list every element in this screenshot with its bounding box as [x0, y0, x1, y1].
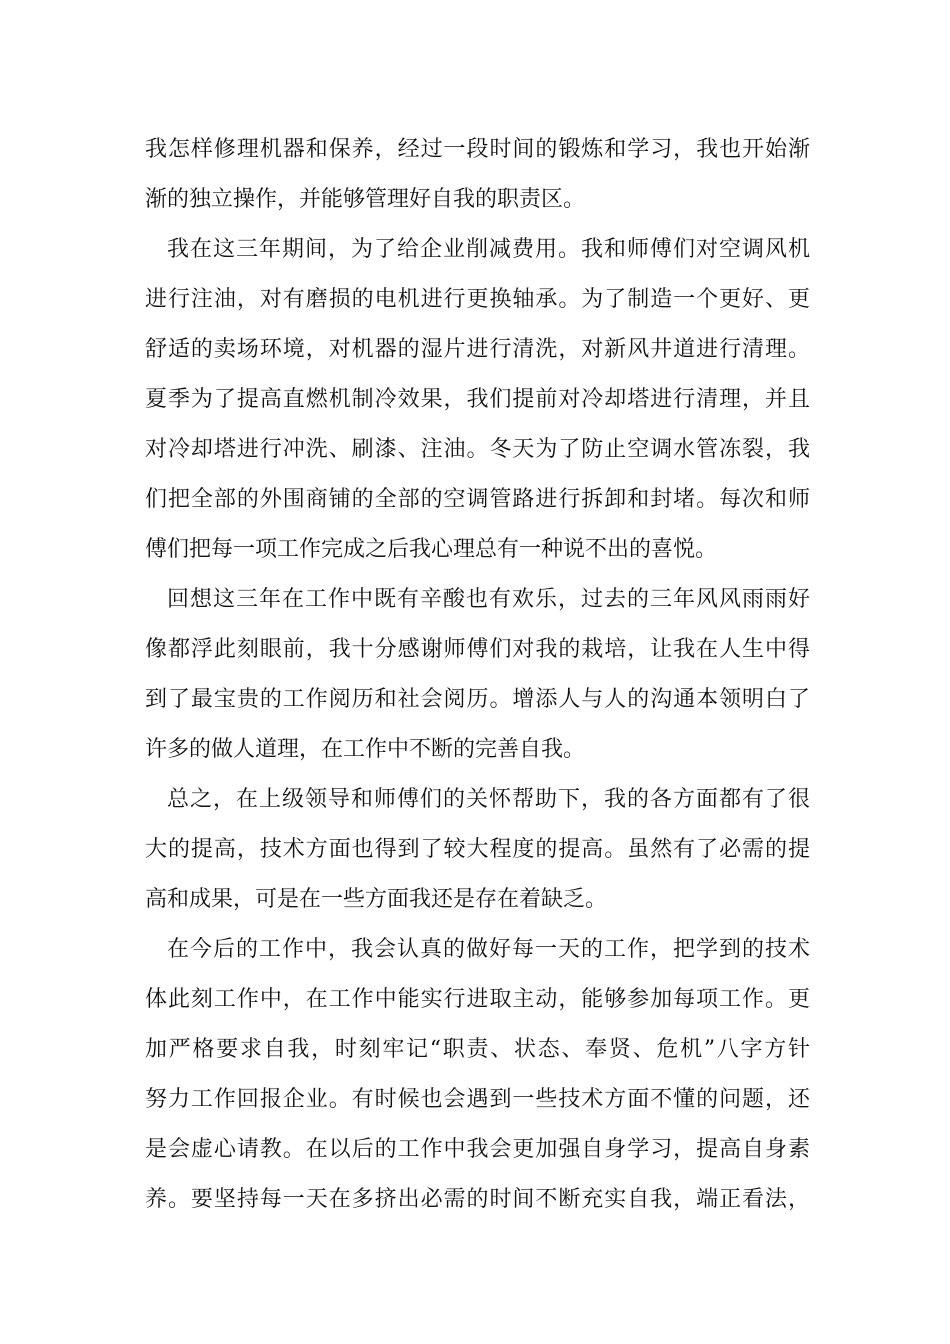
paragraph-line: 夏季为了提高直燃机制冷效果，我们提前对冷却塔进行清理，并且	[145, 387, 810, 412]
paragraph-line: 舒适的卖场环境，对机器的湿片进行清洗，对新风井道进行清理。	[145, 337, 810, 362]
paragraph-line: 加严格要求自我，时刻牢记“职责、状态、奉贤、危机”八字方针	[145, 1037, 810, 1062]
paragraph-line: 总之，在上级领导和师傅们的关怀帮助下，我的各方面都有了很	[167, 787, 810, 812]
paragraph-line: 体此刻工作中，在工作中能实行进取主动，能够参加每项工作。更	[145, 987, 810, 1012]
paragraph-line: 渐的独立操作，并能够管理好自我的职责区。	[145, 187, 586, 212]
paragraph-line: 我怎样修理机器和保养，经过一段时间的锻炼和学习，我也开始渐	[145, 137, 810, 162]
paragraph-line: 高和成果，可是在一些方面我还是存在着缺乏。	[145, 887, 608, 912]
paragraph-line: 养。要坚持每一天在多挤出必需的时间不断充实自我，端正看法，	[145, 1187, 810, 1212]
paragraph-line: 傅们把每一项工作完成之后我心理总有一种说不出的喜悦。	[145, 537, 718, 562]
paragraph-line: 到了最宝贵的工作阅历和社会阅历。增添人与人的沟通本领明白了	[145, 687, 810, 712]
paragraph-line: 是会虚心请教。在以后的工作中我会更加强自身学习，提高自身素	[145, 1137, 810, 1162]
paragraph-line: 像都浮此刻眼前，我十分感谢师傅们对我的栽培，让我在人生中得	[145, 637, 810, 662]
paragraph-line: 在今后的工作中，我会认真的做好每一天的工作，把学到的技术	[167, 937, 810, 962]
paragraph-line: 进行注油，对有磨损的电机进行更换轴承。为了制造一个更好、更	[145, 287, 810, 312]
paragraph-line: 许多的做人道理，在工作中不断的完善自我。	[145, 737, 586, 762]
paragraph-line: 回想这三年在工作中既有辛酸也有欢乐，过去的三年风风雨雨好	[167, 587, 810, 612]
paragraph-line: 对冷却塔进行冲洗、刷漆、注油。冬天为了防止空调水管冻裂，我	[145, 437, 810, 462]
paragraph-line: 努力工作回报企业。有时候也会遇到一些技术方面不懂的问题，还	[145, 1087, 810, 1112]
paragraph-line: 我在这三年期间，为了给企业削减费用。我和师傅们对空调风机	[167, 237, 810, 262]
paragraph-line: 大的提高，技术方面也得到了较大程度的提高。虽然有了必需的提	[145, 837, 810, 862]
paragraph-line: 们把全部的外围商铺的全部的空调管路进行拆卸和封堵。每次和师	[145, 487, 810, 512]
